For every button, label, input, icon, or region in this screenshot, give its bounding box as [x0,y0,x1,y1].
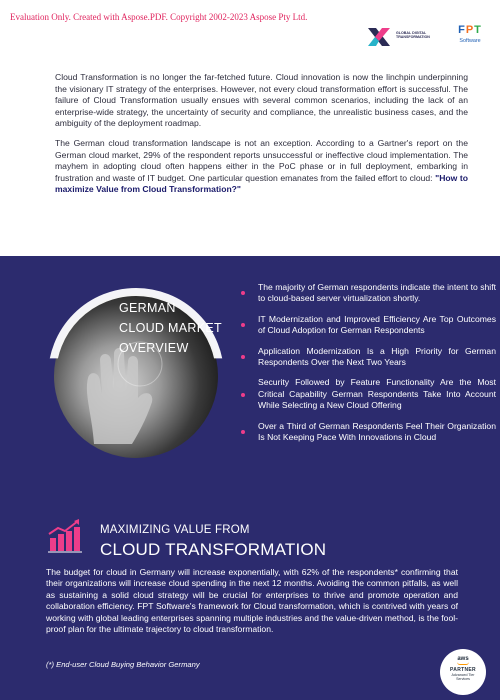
aws-partner-badge [440,649,486,695]
intro-paragraph-2 [55,138,468,196]
maximizing-body: The budget for cloud in Germany will increase exponentially, with 62% of the respondents* confirming that their organizations will increase cloud spending in the next 12 months. Avoiding the common pitfalls, as well as sustaining a solid cloud strategy will be crucial for enterprises to thrive and promote operation and collaboration efficiency. FPT Software's framework for Cloud transformation, which is contrived with years of working with global leading enterprises spanning multiple industries and the value-driven method, is the fool-proof plan for the ultimate trajectory to cloud transformation. [46,567,458,635]
aws-tier-line2: Services [456,677,470,682]
footnote: (*) End-user Cloud Buying Behavior Germany [46,660,200,669]
bullet-text: Over a Third of German Respondents Feel Their Organization Is Not Keeping Pace With Innovations in Cloud [258,420,496,443]
fpt-letters [452,24,488,36]
evaluation-watermark: Evaluation Only. Created with Aspose.PDF. Copyright 2002-2023 Aspose Pty Ltd. [10,12,308,22]
overview-title [119,298,222,358]
bullet-dot-icon [241,355,245,359]
list-item [238,282,496,305]
intro-paragraph-1: Cloud Transformation is no longer the far-fetched future. Cloud innovation is now the linchpin underpinning the visionary IT strategy of the enterprises. However, not every cloud transformation effort is successful. The failure of Cloud Transformation usually ensues with several common scenarios, including the lack of an enterprise-wide strategy, the uncertainty of security and compliance, the unrealistic business cases, and the ambiguity of the deployment roadmap. [55,72,468,129]
aws-tier-line1: Advanced Tier [451,673,475,677]
maximizing-title: CLOUD TRANSFORMATION [100,540,327,559]
bullet-text: Security Followed by Feature Functionality Are the Most Critical Capability German Respondents Take Into Account While Selecting a New Cloud Offering [258,377,496,411]
list-item [238,346,496,369]
bullet-text: Application Modernization Is a High Priority for German Respondents Over the Next Two Years [258,345,496,368]
bullet-dot-icon [241,323,245,327]
intro-paragraph-2-text: The German cloud transformation landscape is not an exception. According to a Gartner's report on the German cloud market, 29% of the respondent reports unsuccessful or ineffective cloud implementation. The mayhem in adopting cloud often happens either in the PoC phase or in full deployment, embarking in frustration and waste of IT budget. One particular question emanates from the failed effort to cloud: [55,137,468,183]
gdt-line2: TRANSFORMATION [396,35,430,40]
fpt-letter-f: F [458,24,466,36]
overview-title-line2: CLOUD MARKET [119,321,222,335]
bullet-text: IT Modernization and Improved Efficiency Are Top Outcomes of Cloud Adoption for German Respondents [258,313,496,336]
gdt-mark-icon [366,24,392,50]
aws-smile-icon [457,662,469,665]
growth-chart-icon [46,516,84,554]
overview-title-line3: OVERVIEW [119,341,189,355]
overview-bullet-list [238,282,496,452]
bullet-text: The majority of German respondents indicate the intent to shift to cloud-based server virtualization shortly. [258,282,496,304]
gdt-line1: GLOBAL DIGITAL [396,31,427,35]
list-item [238,421,496,444]
overview-title-line1: GERMAN [119,301,176,315]
global-digital-transformation-logo [366,24,436,50]
list-item [238,377,496,411]
intro-section [55,72,468,204]
fpt-software-label: Software [459,38,481,44]
bullet-dot-icon [241,393,245,397]
aws-word: aws [457,656,469,662]
list-item [238,314,496,337]
intro-question: "How to maximize Value from Cloud Transformation?" [55,172,468,195]
aws-partner-label: PARTNER [450,667,476,673]
bullet-dot-icon [241,291,245,295]
maximizing-kicker: MAXIMIZING VALUE FROM [100,524,250,536]
bullet-dot-icon [241,430,245,434]
fpt-software-logo [452,24,488,50]
fpt-letter-p: P [465,24,475,36]
fpt-letter-t: T [474,24,482,36]
